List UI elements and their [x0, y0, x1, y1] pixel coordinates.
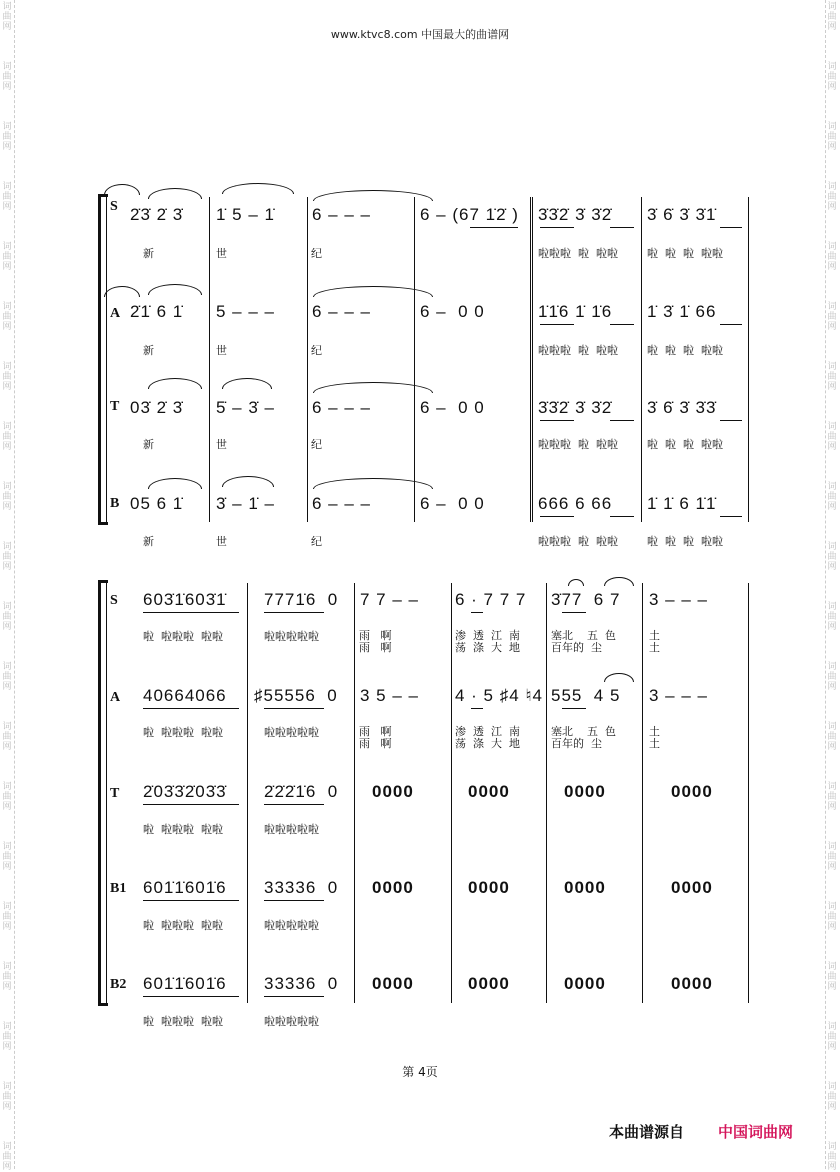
lyric: 啦啦啦 啦 啦啦 — [538, 535, 618, 548]
lyric: 百年的 尘 — [551, 737, 602, 750]
slur — [604, 577, 634, 586]
watermark-glyph: 词 曲 网 — [827, 962, 837, 992]
beam — [264, 708, 324, 709]
measure-1: 2̇3̇ 2̇ 3̇ — [130, 205, 184, 224]
lyric: 世 — [216, 344, 227, 357]
measure-6: 1̇ 1̇ 6 1̇1̇ — [647, 494, 717, 513]
lyric: 塞北 五 色 — [551, 629, 616, 642]
watermark-glyph: 词 曲 网 — [2, 782, 12, 812]
voice-label: B2 — [110, 977, 127, 992]
lyric: 土 — [649, 641, 660, 654]
measure-5: 555 4 5 — [551, 686, 621, 705]
watermark-glyph: 词 曲 网 — [827, 842, 837, 872]
lyric: 纪 — [311, 535, 322, 548]
voice-label: S — [110, 199, 118, 214]
watermark-glyph: 词 曲 网 — [827, 422, 837, 452]
lyric-stack — [649, 726, 660, 750]
measure-6: 0000 — [671, 782, 713, 801]
site-url: www.ktvc8.com — [330, 28, 418, 41]
slur — [222, 476, 274, 487]
lyric-stack — [551, 630, 616, 654]
slur — [148, 378, 202, 389]
voice-label: B1 — [110, 881, 127, 896]
lyric: 渗 透 江 南 — [455, 725, 520, 738]
measure-4: 0000 — [468, 878, 510, 897]
lyric: 雨 啊 — [359, 629, 392, 642]
lyric: 啦啦啦啦啦 — [264, 726, 319, 739]
lyric: 土 — [649, 725, 660, 738]
beam — [610, 516, 634, 517]
voice-label: A — [110, 690, 121, 705]
watermark-glyph: 词 曲 网 — [827, 1022, 837, 1052]
watermark-glyph: 词 曲 网 — [2, 602, 12, 632]
watermark-glyph: 词 曲 网 — [827, 182, 837, 212]
beam — [720, 420, 742, 421]
watermark-glyph: 词 曲 网 — [827, 122, 837, 152]
voice-label: A — [110, 306, 121, 321]
watermark-glyph: 词 曲 网 — [2, 542, 12, 572]
measure-6: 3̇ 6̇ 3̇ 3̇3̇ — [647, 398, 717, 417]
measure-2: ♯55556 0 — [254, 686, 338, 705]
lyric-stack — [649, 630, 660, 654]
watermark-glyph: 词 曲 网 — [827, 242, 837, 272]
watermark-glyph: 词 曲 网 — [827, 1082, 837, 1112]
lyric: 啦 啦 啦 啦啦 — [647, 344, 723, 357]
brand-link[interactable]: 中国词曲网 — [718, 1123, 794, 1141]
measure-6: 0000 — [671, 974, 713, 993]
beam — [720, 227, 742, 228]
barline — [642, 583, 643, 1003]
measure-3: 6 – – – — [312, 494, 371, 513]
lyric: 土 — [649, 629, 660, 642]
watermark-glyph: 词 曲 网 — [2, 1142, 12, 1172]
measure-3: 0000 — [372, 782, 414, 801]
lyric: 啦 啦啦啦 啦啦 — [143, 1015, 223, 1028]
measure-3: 7 7 – – — [360, 590, 419, 609]
lyric: 啦啦啦 啦 啦啦 — [538, 247, 618, 260]
measure-3: 6 – – – — [312, 205, 371, 224]
page-header — [0, 26, 840, 42]
measure-3: 0000 — [372, 878, 414, 897]
barline — [641, 197, 642, 522]
double-barline — [530, 197, 536, 522]
measure-1: 05 6 1̇ — [130, 494, 184, 513]
measure-1: 601̇1̇601̇6 — [143, 878, 227, 897]
measure-5: 3̇3̇2̇ 3̇ 3̇2̇ — [538, 398, 613, 417]
lyric: 啦啦啦啦啦 — [264, 630, 319, 643]
watermark-glyph: 词 曲 网 — [827, 2, 837, 32]
left-watermark-strip — [0, 0, 15, 1169]
beam — [562, 612, 586, 613]
beam — [610, 420, 634, 421]
beam — [143, 708, 239, 709]
measure-4: 0000 — [468, 974, 510, 993]
voice-label: S — [110, 593, 118, 608]
beam — [540, 420, 574, 421]
system-line — [106, 583, 107, 1003]
lyric: 啦 啦啦啦 啦啦 — [143, 823, 223, 836]
barline — [748, 583, 749, 1003]
measure-4: 6 · 7 7 7 — [455, 590, 527, 609]
watermark-glyph: 词 曲 网 — [827, 662, 837, 692]
measure-6: 3 – – – — [649, 686, 708, 705]
beam — [540, 227, 574, 228]
watermark-glyph: 词 曲 网 — [827, 722, 837, 752]
voice-label: T — [110, 786, 120, 801]
measure-6: 0000 — [671, 878, 713, 897]
watermark-glyph: 词 曲 网 — [2, 302, 12, 332]
lyric: 雨 啊 — [359, 641, 392, 654]
watermark-glyph: 词 曲 网 — [2, 902, 12, 932]
watermark-glyph: 词 曲 网 — [2, 122, 12, 152]
lyric: 世 — [216, 535, 227, 548]
beam — [470, 227, 518, 228]
measure-1: 2̇03̇3̇2̇03̇3̇ — [143, 782, 227, 801]
lyric: 荡 涤 大 地 — [455, 641, 520, 654]
beam — [610, 227, 634, 228]
lyric: 纪 — [311, 344, 322, 357]
lyric: 啦啦啦啦啦 — [264, 919, 319, 932]
measure-6: 3̇ 6̇ 3̇ 3̇1̇ — [647, 205, 717, 224]
voice-label: B — [110, 496, 120, 511]
watermark-glyph: 词 曲 网 — [827, 482, 837, 512]
lyric: 啦啦啦啦啦 — [264, 823, 319, 836]
slur — [222, 183, 294, 194]
page-number: 第 4页 — [402, 1065, 438, 1079]
watermark-glyph: 词 曲 网 — [827, 602, 837, 632]
beam — [264, 612, 324, 613]
measure-4: 6 – 0 0 — [420, 302, 485, 321]
watermark-glyph: 词 曲 网 — [827, 362, 837, 392]
lyric: 啦 啦 啦 啦啦 — [647, 535, 723, 548]
measure-2: 7771̇6 0 — [264, 590, 339, 609]
lyric-stack — [551, 726, 616, 750]
measure-2: 33336 0 — [264, 878, 339, 897]
watermark-glyph: 词 曲 网 — [2, 842, 12, 872]
barline — [546, 583, 547, 1003]
watermark-glyph: 词 曲 网 — [2, 1082, 12, 1112]
measure-2: 1̇ 5 – 1̇ — [216, 205, 275, 224]
slur — [604, 673, 634, 682]
measure-4: 6 – 0 0 — [420, 494, 485, 513]
lyric: 啦 啦啦啦 啦啦 — [143, 630, 223, 643]
lyric: 荡 涤 大 地 — [455, 737, 520, 750]
watermark-glyph: 词 曲 网 — [2, 422, 12, 452]
watermark-glyph: 词 曲 网 — [2, 362, 12, 392]
right-watermark-strip — [825, 0, 840, 1169]
lyric-stack — [455, 630, 520, 654]
slur — [148, 284, 202, 295]
slur — [568, 579, 584, 586]
lyric: 世 — [216, 438, 227, 451]
measure-6: 1̇ 3̇ 1̇ 66 — [647, 302, 717, 321]
measure-5: 0000 — [564, 782, 606, 801]
voice-label: T — [110, 399, 120, 414]
lyric: 雨 啊 — [359, 737, 392, 750]
system-bracket — [98, 583, 101, 1003]
measure-5: 3̇3̇2̇ 3̇ 3̇2̇ — [538, 205, 613, 224]
barline — [414, 197, 415, 522]
measure-6: 3 – – – — [649, 590, 708, 609]
beam — [562, 708, 586, 709]
barline — [247, 583, 248, 1003]
measure-2: 5̇ – 3̇ – — [216, 398, 275, 417]
watermark-glyph: 词 曲 网 — [2, 962, 12, 992]
beam — [720, 516, 742, 517]
watermark-glyph: 词 曲 网 — [2, 2, 12, 32]
measure-3: 6 – – – — [312, 302, 371, 321]
beam — [143, 612, 239, 613]
lyric: 啦 啦 啦 啦啦 — [647, 247, 723, 260]
slur — [222, 378, 272, 389]
measure-2: 5 – – – — [216, 302, 275, 321]
lyric-stack — [359, 630, 392, 654]
measure-2: 2̇2̇2̇1̇6 0 — [264, 782, 339, 801]
tie — [313, 286, 433, 297]
watermark-glyph: 词 曲 网 — [2, 1022, 12, 1052]
measure-4: 6 – 0 0 — [420, 398, 485, 417]
beam — [610, 324, 634, 325]
measure-5: 0000 — [564, 974, 606, 993]
source-label: 本曲谱源自 — [609, 1123, 685, 1141]
lyric: 新 — [143, 535, 154, 548]
watermark-glyph: 词 曲 网 — [827, 302, 837, 332]
measure-3: 0000 — [372, 974, 414, 993]
beam — [540, 516, 574, 517]
watermark-glyph: 词 曲 网 — [2, 482, 12, 512]
lyric: 新 — [143, 438, 154, 451]
lyric: 啦 啦啦啦 啦啦 — [143, 726, 223, 739]
measure-5: 1̇1̇6 1̇ 1̇6 — [538, 302, 613, 321]
lyric: 新 — [143, 344, 154, 357]
lyric: 啦啦啦啦啦 — [264, 1015, 319, 1028]
tie — [313, 190, 433, 201]
measure-4: 4 · 5 ♯4 ♮4 — [455, 686, 543, 705]
lyric-stack — [455, 726, 520, 750]
slur — [148, 478, 202, 489]
lyric: 啦啦啦 啦 啦啦 — [538, 344, 618, 357]
slur — [104, 286, 140, 297]
beam — [264, 996, 324, 997]
measure-3: 6 – – – — [312, 398, 371, 417]
beam — [471, 612, 483, 613]
slur — [148, 188, 202, 199]
system-bracket — [98, 197, 101, 522]
watermark-glyph: 词 曲 网 — [2, 242, 12, 272]
lyric: 雨 啊 — [359, 725, 392, 738]
system-line — [106, 197, 107, 522]
measure-1: 2̇1̇ 6 1̇ — [130, 302, 184, 321]
watermark-glyph: 词 曲 网 — [827, 1142, 837, 1172]
measure-1: 03̇ 2̇ 3̇ — [130, 398, 184, 417]
measure-1: 603̇1̇603̇1̇ — [143, 590, 227, 609]
lyric: 啦啦啦 啦 啦啦 — [538, 438, 618, 451]
lyric: 百年的 尘 — [551, 641, 602, 654]
measure-1: 601̇1̇601̇6 — [143, 974, 227, 993]
barline — [451, 583, 452, 1003]
measure-2: 3̇ – 1̇ – — [216, 494, 275, 513]
slur — [104, 184, 140, 195]
lyric: 渗 透 江 南 — [455, 629, 520, 642]
measure-2: 33336 0 — [264, 974, 339, 993]
barline — [354, 583, 355, 1003]
watermark-glyph: 词 曲 网 — [827, 902, 837, 932]
lyric: 纪 — [311, 438, 322, 451]
lyric: 啦 啦 啦 啦啦 — [647, 438, 723, 451]
watermark-glyph: 词 曲 网 — [2, 662, 12, 692]
watermark-glyph: 词 曲 网 — [827, 62, 837, 92]
lyric: 世 — [216, 247, 227, 260]
watermark-glyph: 词 曲 网 — [2, 62, 12, 92]
barline — [748, 197, 749, 522]
watermark-glyph: 词 曲 网 — [827, 542, 837, 572]
barline — [209, 197, 210, 522]
beam — [143, 996, 239, 997]
beam — [143, 900, 239, 901]
watermark-glyph: 词 曲 网 — [827, 782, 837, 812]
measure-5: 0000 — [564, 878, 606, 897]
beam — [471, 708, 483, 709]
beam — [264, 804, 324, 805]
lyric: 啦 啦啦啦 啦啦 — [143, 919, 223, 932]
measure-5: 666 6 66 — [538, 494, 613, 513]
tie — [313, 382, 433, 393]
lyric-stack — [359, 726, 392, 750]
lyric: 新 — [143, 247, 154, 260]
beam — [540, 324, 574, 325]
lyric: 土 — [649, 737, 660, 750]
beam — [264, 900, 324, 901]
beam — [143, 804, 239, 805]
beam — [720, 324, 742, 325]
tie — [313, 478, 433, 489]
lyric: 塞北 五 色 — [551, 725, 616, 738]
lyric: 纪 — [311, 247, 322, 260]
watermark-glyph: 词 曲 网 — [2, 182, 12, 212]
barline — [307, 197, 308, 522]
measure-4: 6 – (67 1̇2̇ ) — [420, 205, 519, 224]
watermark-glyph: 词 曲 网 — [2, 722, 12, 752]
measure-1: 40664066 — [143, 686, 227, 705]
site-tagline: 中国最大的曲谱网 — [421, 28, 510, 41]
measure-3: 3 5 – – — [360, 686, 419, 705]
measure-4: 0000 — [468, 782, 510, 801]
measure-5: 3̇77 6 7 — [551, 590, 621, 609]
